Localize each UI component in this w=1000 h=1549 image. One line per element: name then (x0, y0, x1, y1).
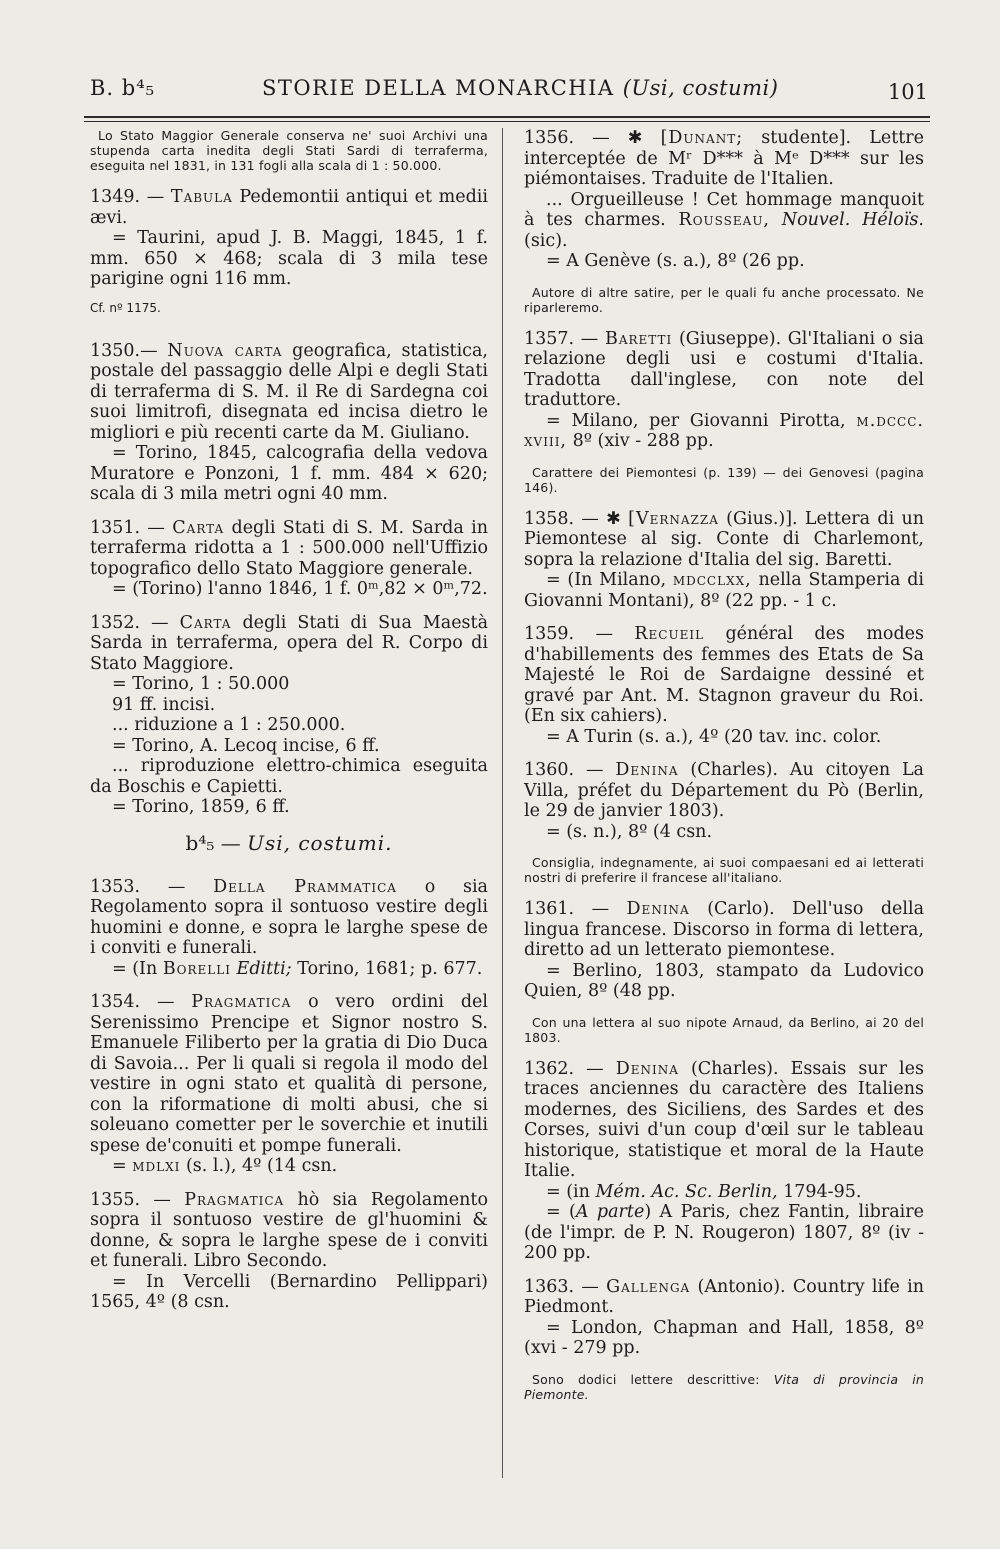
entry-1358 (524, 509, 924, 612)
entry-title: (Carlo). Dell'uso della lingua francese. Discorso in forma di lettera, diretto ad un letterato piemontese. (524, 899, 924, 960)
entry-title-smallcaps: Carta (179, 612, 232, 633)
entry-publication: = (In Borelli Editti; Torino, 1681; p. 677. (112, 958, 483, 979)
entry-title-smallcaps: Denina (615, 760, 679, 780)
left-column (90, 128, 488, 1326)
section-heading-code: b⁴₅ (185, 830, 215, 855)
entry-publication: = (In Milano, mdcclxx, nella Stamperia di Giovanni Montani), 8º (22 pp. - 1 c. (524, 570, 925, 611)
entry-publication: = (A parte) A Paris, chez Fantin, libraire (de l'impr. de P. N. Rougeron) 1807, 8º (iv - 200 pp. (524, 1202, 924, 1263)
entry-1361: 1361. — Denina (Carlo). Dell'uso della lingua francese. Discorso in forma di lettera, diretto ad un letterato piemontese. = Berlino, 1803, stampato da Ludovico Quien, 8º (48 pp. (524, 899, 924, 1001)
header-rule-thick (84, 116, 930, 118)
entry-1350: 1350.— Nuova carta geografica, statistica, postale del passaggio delle Alpi e degli Stati di terraferma di S. M. il Re di Sardegna coi suoi limitrofi, disegnata ed incisa dietro le migliori e più recenti carte da M. Giuliano. = Torino, 1845, calcografia della vedova Muratore e Ponzoni, 1 f. mm. 484 × 620; scala di 3 mila metri ogni 40 mm. (90, 340, 488, 504)
asterisk-mark: — ✱ (574, 128, 661, 148)
section-heading-label: Usi, costumi. (247, 830, 393, 855)
entry-number: 1357. (524, 328, 575, 349)
entry-title: geografica, statistica, postale del passaggio delle Alpi e degli Stati di terraferma di S. M. il Re di Sardegna coi suoi limitrofi, disegnata ed incisa dietro le migliori e più recenti carte da M. Giuliano. (90, 340, 488, 443)
entry-number: 1352. (90, 612, 141, 633)
entry-1357: 1357. — Baretti (Giuseppe). Gl'Italiani o sia relazione degli usi e costumi d'Italia. Tradotta dall'inglese, con note del traduttore. = Milano, per Giovanni Pirotta, m.dccc. xviii, 8º (xiv - 288 pp. (524, 328, 924, 451)
running-title: STORIE DELLA MONARCHIA (Usi, costumi) (262, 76, 779, 100)
entry-title: Pedemontii antiqui et medii ævi. (90, 187, 488, 228)
entry-title: degli Stati di S. M. Sarda in terraferma ridotta a 1 : 500.000 nell'Uffizio topografico dello Stato Maggiore generale. (90, 517, 488, 579)
entry-number: 1361. (524, 899, 575, 919)
entry-publication: = (in Mém. Ac. Sc. Berlin, 1794-95. (546, 1181, 862, 1202)
entry-publication: = Taurini, apud J. B. Maggi, 1845, 1 f. mm. 650 × 468; scala di 3 mila tese parigine ogni 116 mm. (90, 228, 488, 289)
entry-publication: = Torino, 1845, calcografia della vedova Muratore e Ponzoni, 1 f. mm. 484 × 620; scala di 3 mila metri ogni 40 mm. (90, 443, 488, 504)
entry-publication: = (Torino) l'anno 1846, 1 f. 0ᵐ,82 × 0ᵐ,72. (112, 579, 488, 599)
entry-title: (Giuseppe). Gl'Italiani o sia relazione degli usi e costumi d'Italia. Tradotta dall'inglese, con note del traduttore. (524, 328, 924, 410)
entry-publication: = London, Chapman and Hall, 1858, 8º (xvi - 279 pp. (524, 1317, 924, 1358)
entry-note: Consiglia, indegnamente, ai suoi compaesani ed ai letterati nostri di preferire il francese all'italiano. (524, 855, 924, 885)
entry-number: 1353. (90, 876, 141, 897)
entry-title-smallcaps: Gallenga (606, 1276, 691, 1297)
entry-publication-line: = Torino, 1859, 6 ff. (112, 797, 290, 817)
entry-title: (Charles). Au citoyen La Villa, préfet du Département du Pò (Berlin, le 29 de janvier 1803). (524, 760, 924, 821)
header-rule-thin (84, 121, 930, 122)
entry-note: Sono dodici lettere descrittive: Vita di provincia in Piemonte. (524, 1371, 925, 1402)
entry-1354: 1354. — Pragmatica o vero ordini del Serenissimo Prencipe et Signor nostro S. Emanuele Filiberto per la gratia di Dio Duca di Savoia... Per li quali si regola il modo del vestire in ogni stato et qualità di persone, con la riformatione di molti abusi, che si soleuano cometter per le soverchie et inutili spese de'conuiti et pompe funerali. = mdlxi (s. l.), 4º (14 csn. (90, 992, 488, 1176)
entry-note: Carattere dei Piemontesi (p. 139) — dei Genovesi (pagina 146). (524, 464, 924, 495)
entry-epigraph: ... Orgueilleuse ! Cet hommage manquoit à tes charmes. Rousseau, Nouvel. Héloïs. (sic). (524, 189, 924, 251)
entry-publication: = (s. n.), 8º (4 csn. (546, 821, 713, 842)
entry-number: 1356. (524, 128, 575, 148)
entry-1359: 1359. — Recueil général des modes d'habillements des femmes des Etats de Sa Majesté le Roi de Sardaigne dessiné et gravé par Ant. M. Stagnon graveur du Roi. (En six cahiers). = A Turin (s. a.), 4º (20 tav. inc. color. (524, 624, 924, 747)
entry-number: 1358. (524, 508, 575, 529)
right-column (524, 128, 924, 1416)
page-number: 101 (887, 80, 928, 104)
running-title-italic: (Usi, costumi) (622, 76, 779, 100)
running-header (84, 72, 928, 112)
entry-title: hò sia Regolamento sopra il sontuoso vestire de gl'huomini & donne, & sopra le larghe spese de i conviti et funerali. Libro Secondo. (90, 1189, 488, 1271)
entry-1356 (524, 128, 924, 272)
entry-title: (Antonio). Country life in Piedmont. (524, 1276, 924, 1317)
entry-title: général des modes d'habillements des femmes des Etats de Sa Majesté le Roi de Sardaigne dessiné et gravé par Ant. M. Stagnon graveur du Roi. (En six cahiers). (524, 624, 924, 726)
entry-number: 1351. (90, 517, 141, 538)
entry-number: 1363. (524, 1276, 575, 1297)
entry-publication: = In Vercelli (Bernardino Pellippari) 1565, 4º (8 csn. (90, 1271, 488, 1312)
entry-publication-line: = Torino, 1 : 50.000 (112, 674, 290, 694)
cross-reference: Cf. nº 1175. (90, 300, 161, 315)
entry-1363: 1363. — Gallenga (Antonio). Country life in Piedmont. = London, Chapman and Hall, 1858, 8º (xvi - 279 pp. (524, 1276, 924, 1358)
section-heading: b⁴₅ — Usi, costumi. (185, 830, 393, 855)
entry-title-smallcaps: [Vernazza (628, 508, 719, 529)
entry-1349: 1349. — Tabula Pedemontii antiqui et medii ævi. = Taurini, apud J. B. Maggi, 1845, 1 f. mm. 650 × 468; scala di 3 mila tese parigine ogni 116 mm. (90, 187, 488, 289)
entry-note: Autore di altre satire, per le quali fu anche processato. Ne riparleremo. (524, 284, 924, 315)
entry-publication: = Berlino, 1803, stampato da Ludovico Quien, 8º (48 pp. (524, 960, 924, 1001)
asterisk-mark: — ✱ (574, 508, 629, 529)
entry-1353: 1353. — Della Prammatica o sia Regolamento sopra il sontuoso vestire degli huomini e donne, e sopra le larghe spese de i conviti e funerali. = (In Borelli Editti; Torino, 1681; p. 677. (90, 876, 488, 979)
entry-number: 1355. (90, 1189, 141, 1210)
entry-title: studente]. Lettre interceptée de Mʳ D*** à Mᵉ D*** sur les piémontaises. Traduite de l'Italien. (524, 128, 924, 189)
entry-publication: = A Genève (s. a.), 8º (26 pp. (546, 251, 805, 271)
entry-title: o sia Regolamento sopra il sontuoso vestire degli huomini e donne, e sopra le larghe spese de i conviti e funerali. (90, 876, 488, 958)
entry-title-smallcaps: Carta (172, 517, 225, 538)
entry-publication: = mdlxi (s. l.), 4º (14 csn. (112, 1156, 338, 1176)
entry-title: o vero ordini del Serenissimo Prencipe et Signor nostro S. Emanuele Filiberto per la gratia di Dio Duca di Savoia... Per li quali si regola il modo del vestire in ogni stato et qualità di persone, con la riformatione di molti abusi, che si soleuano cometter per le soverchie et inutili spese de'conuiti et pompe funerali. (90, 992, 488, 1156)
entry-1360: 1360. — Denina (Charles). Au citoyen La Villa, préfet du Département du Pò (Berlin, le 29 de janvier 1803). = (s. n.), 8º (4 csn. (524, 760, 924, 842)
entry-title-smallcaps: Tabula (170, 187, 233, 207)
entry-1352: 1352. — Carta degli Stati di Sua Maestà Sarda in terraferma, opera del R. Corpo di Stato Maggiore. = Torino, 1 : 50.000 91 ff. incisi. ... riduzione a 1 : 250.000. = Torino, A. Lecoq incise, 6 ff. ... riproduzione elettro-chimica eseguita da Boschis e Capietti. = Torino, 1859, 6 ff. (90, 612, 488, 817)
entry-number: 1359. (524, 624, 575, 644)
entry-publication-line: = Torino, A. Lecoq incise, 6 ff. (112, 735, 380, 756)
intro-note: Lo Stato Maggior Generale conserva ne' suoi Archivi una stupenda carta inedita degli Stati Sardi di terraferma, eseguita nel 1831, in 131 fogli alla scala di 1 : 50.000. (90, 128, 488, 173)
entry-title-smallcaps: Della Prammatica (213, 876, 397, 897)
entry-title-smallcaps: Denina (615, 1058, 679, 1079)
entry-number: 1354. (90, 992, 141, 1012)
entry-number: 1349. (90, 187, 141, 207)
entry-publication: = Milano, per Giovanni Pirotta, m.dccc. xviii, 8º (xiv - 288 pp. (524, 410, 924, 451)
entry-number: 1362. (524, 1058, 575, 1079)
entry-number: 1360. (524, 760, 575, 780)
entry-title: (Gius.)]. Lettera di un Piemontese al sig. Conte di Charlemont, sopra la relazione d'Italia del sig. Baretti. (524, 508, 924, 570)
entry-title-smallcaps: [Dunant; (660, 128, 744, 148)
entry-publication: = A Turin (s. a.), 4º (20 tav. inc. color. (546, 726, 882, 747)
entry-title-smallcaps: Baretti (604, 328, 673, 349)
entry-title-smallcaps: Nuova carta (167, 340, 283, 361)
entry-title: degli Stati di Sua Maestà Sarda in terraferma, opera del R. Corpo di Stato Maggiore. (90, 612, 488, 674)
section-code: B. b⁴₅ (90, 76, 156, 100)
entry-title-smallcaps: Denina (626, 899, 690, 919)
entry-title-smallcaps: Pragmatica (184, 1189, 285, 1210)
entry-title-smallcaps: Recueil (634, 624, 705, 644)
entry-1355: 1355. — Pragmatica hò sia Regolamento sopra il sontuoso vestire de gl'huomini & donne, & sopra le larghe spese de i conviti et funerali. Libro Secondo. = In Vercelli (Bernardino Pellippari) 1565, 4º (8 csn. (90, 1189, 488, 1312)
entry-publication-line: ... riproduzione elettro-chimica eseguita da Boschis e Capietti. (90, 756, 488, 797)
entry-publication-line: ... riduzione a 1 : 250.000. (112, 715, 346, 735)
entry-publication-line: 91 ff. incisi. (112, 694, 216, 715)
entry-title: (Charles). Essais sur les traces anciennes du caractère des Italiens modernes, des Siciliens, des Sardes et des Corses, suivi d'un coup d'œil sur le tableau historique, statistique et moral de la Haute Italie. (524, 1058, 924, 1181)
entry-1362: 1362. — Denina (Charles). Essais sur les traces anciennes du caractère des Italiens modernes, des Siciliens, des Sardes et des Corses, suivi d'un coup d'œil sur le tableau historique, statistique et moral de la Haute Italie. = (in Mém. Ac. Sc. Berlin, 1794-95. = (A parte) A Paris, chez Fantin, libraire (de l'impr. de P. N. Rougeron) 1807, 8º (iv - 200 pp. (524, 1058, 924, 1263)
entry-number: 1350. (90, 340, 141, 361)
entry-1351: 1351. — Carta degli Stati di S. M. Sarda in terraferma ridotta a 1 : 500.000 nell'Uffizio topografico dello Stato Maggiore generale. = (Torino) l'anno 1846, 1 f. 0ᵐ,82 × 0ᵐ,72. (90, 517, 488, 599)
column-divider (502, 128, 503, 1478)
entry-title-smallcaps: Pragmatica (191, 992, 292, 1012)
entry-note: Con una lettera al suo nipote Arnaud, da Berlino, ai 20 del 1803. (524, 1014, 924, 1045)
